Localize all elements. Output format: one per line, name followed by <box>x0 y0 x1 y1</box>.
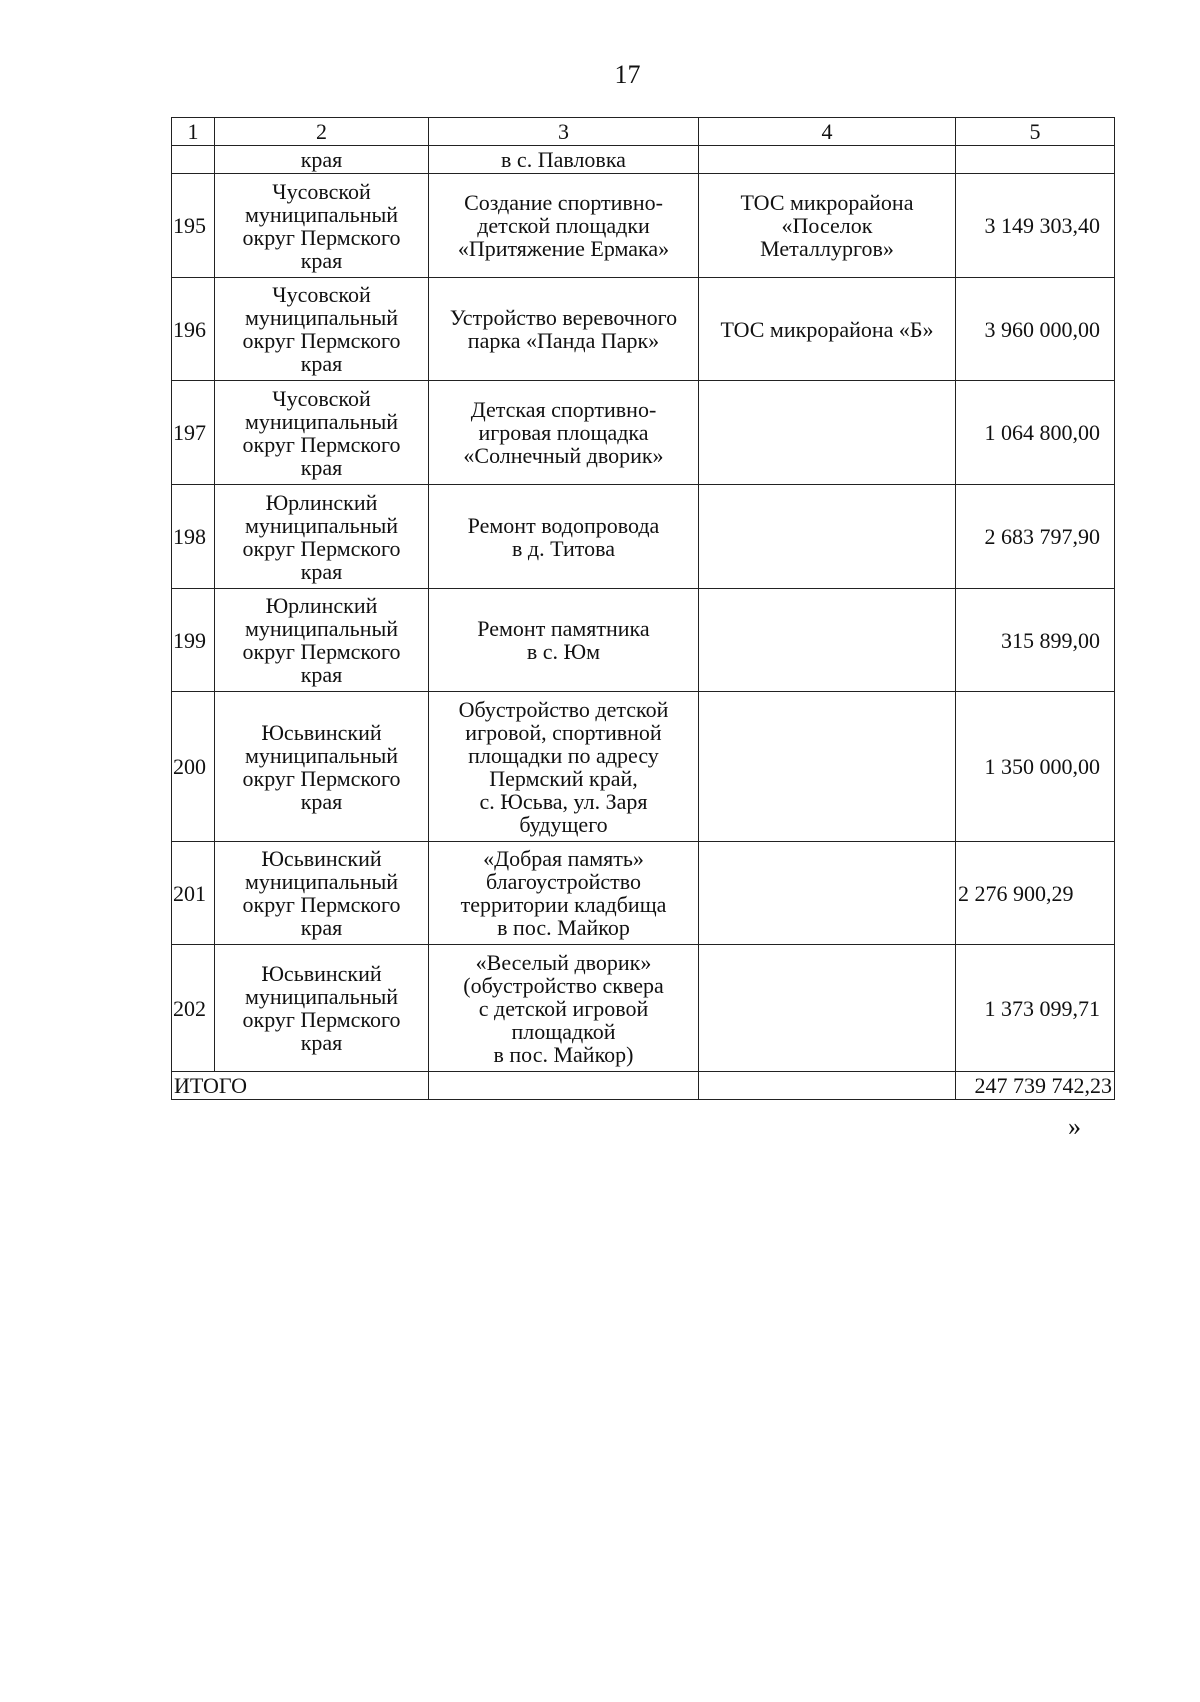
municipality-cell: Юсьвинский муниципальный округ Пермского края <box>215 945 429 1072</box>
amount-cell: 3 149 303,40 <box>956 174 1115 278</box>
table-row <box>172 381 1115 485</box>
municipality-cell: Юрлинский муниципальный округ Пермского края <box>215 589 429 692</box>
initiator-cell <box>699 485 956 589</box>
header-col-1: 1 <box>172 118 215 146</box>
project-cell: «Добрая память» благоустройство территории кладбища в пос. Майкор <box>429 842 699 945</box>
header-col-3: 3 <box>429 118 699 146</box>
municipality-cell: Юсьвинский муниципальный округ Пермского края <box>215 692 429 842</box>
project-cell: «Веселый дворик» (обустройство сквера с детской игровой площадкой в пос. Майкор) <box>429 945 699 1072</box>
table-row <box>172 842 1115 945</box>
project-cell: Ремонт водопровода в д. Титова <box>429 485 699 589</box>
initiator-cell <box>699 589 956 692</box>
amount-cell: 2 683 797,90 <box>956 485 1115 589</box>
table-row <box>172 485 1115 589</box>
amount-cell: 3 960 000,00 <box>956 278 1115 381</box>
total-initiator-cell <box>699 1072 956 1100</box>
table-row <box>172 692 1115 842</box>
table-row <box>172 174 1115 278</box>
table-row <box>172 589 1115 692</box>
project-cell: в с. Павловка <box>429 146 699 174</box>
row-number: 195 <box>172 174 215 278</box>
page-number: 17 <box>614 60 641 89</box>
initiator-cell <box>699 692 956 842</box>
total-project-cell <box>429 1072 699 1100</box>
total-amount: 247 739 742,23 <box>956 1072 1115 1100</box>
row-number <box>172 146 215 174</box>
municipality-cell: Чусовской муниципальный округ Пермского края <box>215 278 429 381</box>
amount-cell: 2 276 900,29 <box>956 842 1115 945</box>
project-cell: Устройство веревочного парка «Панда Парк» <box>429 278 699 381</box>
municipality-cell: Чусовской муниципальный округ Пермского края <box>215 381 429 485</box>
table-row-continuation <box>172 146 1115 174</box>
total-label: ИТОГО <box>172 1072 429 1100</box>
row-number: 201 <box>172 842 215 945</box>
project-cell: Ремонт памятника в с. Юм <box>429 589 699 692</box>
initiator-cell <box>699 381 956 485</box>
table-total-row <box>172 1072 1115 1100</box>
table-row <box>172 278 1115 381</box>
row-number: 200 <box>172 692 215 842</box>
header-col-5: 5 <box>956 118 1115 146</box>
table-header-row <box>172 118 1115 146</box>
header-col-2: 2 <box>215 118 429 146</box>
row-number: 199 <box>172 589 215 692</box>
row-number: 197 <box>172 381 215 485</box>
initiator-cell <box>699 945 956 1072</box>
municipality-cell: Юсьвинский муниципальный округ Пермского края <box>215 842 429 945</box>
project-cell: Создание спортивно- детской площадки «Притяжение Ермака» <box>429 174 699 278</box>
initiator-cell: ТОС микрорайона «Б» <box>699 278 956 381</box>
initiator-cell <box>699 146 956 174</box>
project-cell: Обустройство детской игровой, спортивной площадки по адресу Пермский край, с. Юсьва, ул. Заря будущего <box>429 692 699 842</box>
amount-cell: 1 373 099,71 <box>956 945 1115 1072</box>
header-col-4: 4 <box>699 118 956 146</box>
amount-cell <box>956 146 1115 174</box>
amount-cell: 1 350 000,00 <box>956 692 1115 842</box>
initiator-cell: ТОС микрорайона «Поселок Металлургов» <box>699 174 956 278</box>
municipality-cell: Чусовской муниципальный округ Пермского края <box>215 174 429 278</box>
municipality-cell: края <box>215 146 429 174</box>
row-number: 198 <box>172 485 215 589</box>
row-number: 196 <box>172 278 215 381</box>
row-number: 202 <box>172 945 215 1072</box>
projects-table-wrapper <box>171 117 1115 1100</box>
table-row <box>172 945 1115 1072</box>
amount-cell: 315 899,00 <box>956 589 1115 692</box>
project-cell: Детская спортивно- игровая площадка «Солнечный дворик» <box>429 381 699 485</box>
projects-table <box>171 117 1115 1100</box>
municipality-cell: Юрлинский муниципальный округ Пермского края <box>215 485 429 589</box>
amount-cell: 1 064 800,00 <box>956 381 1115 485</box>
closing-quote: » <box>1068 1112 1081 1141</box>
initiator-cell <box>699 842 956 945</box>
